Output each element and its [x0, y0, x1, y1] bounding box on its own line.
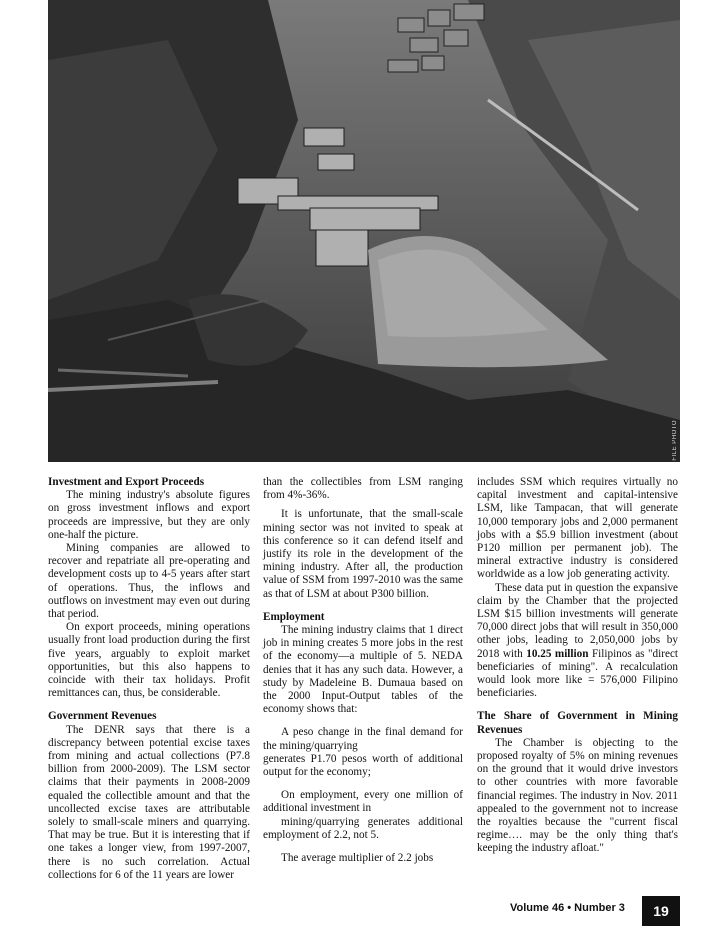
- heading-investment: Investment and Export Proceeds: [48, 476, 205, 488]
- heading-employment: Employment: [263, 610, 325, 623]
- text-run: Filipinos as "direct beneficiaries of mining". A recalculation would look more like = 576,000 Filipino beneficiaries.: [477, 647, 679, 700]
- heading-government-revenues: Government Revenues: [48, 710, 157, 723]
- paragraph: includes SSM which requires virtually no capital investment and capital-intensive LSM, like Tampacan, that will generate 10,000 temporary jobs and 2,000 permanent jobs with a $5.9 billion investment (about P120 million per permanent job). The mineral extractive industry is considered worldwide as a low job generating activity.: [477, 476, 678, 581]
- photo-illustration: [48, 0, 680, 462]
- paragraph: The mining industry claims that 1 direct job in mining creates 5 more jobs in the rest of the economy—a multiple of 5. NEDA denies that it has any such data. However, a study by Madeleine B. Dumaua based on the 2000 Input-Output tables of the economy shows that:: [263, 624, 463, 716]
- bold-figure: 10.25 million: [526, 647, 589, 660]
- quote-line: A peso change in the final demand for the mining/quarrying: [263, 726, 463, 752]
- quote-line: mining/quarrying generates additional employment of 2.2, not 5.: [263, 815, 463, 841]
- paragraph: The average multiplier of 2.2 jobs: [281, 852, 434, 865]
- page-number: 19: [642, 896, 680, 926]
- paragraph: [477, 582, 678, 701]
- heading-share-of-government: The Share of Government in Mining Revenues: [477, 710, 678, 736]
- paragraph: On export proceeds, mining operations usually front load production during the first five years, arguably to exploit market opportunities, but this also happens to coincide with their tax holidays. Profit remittances can, thus, be considerable.: [48, 621, 250, 700]
- paragraph: The mining industry's absolute figures on gross investment inflows and export proceeds are impressive, but they are only one-half the picture.: [48, 489, 250, 541]
- column-3: [477, 476, 678, 856]
- quote-line: On employment, every one million of additional investment in: [263, 789, 463, 815]
- page-footer: [477, 896, 680, 926]
- paragraph: It is unfortunate, that the small-scale mining sector was not invited to speak at this conference so it can defend itself and justify its role in the development of the mining industry. After all, the production value of SSM from 1997-2010 was the same as that of LSM at about P300 billion.: [263, 508, 463, 600]
- paragraph: Mining companies are allowed to recover and repatriate all pre-operating and development costs up to 4-5 years after start of operations. Thus, the inflows and outflows on investment may even out during that period.: [48, 542, 250, 621]
- paragraph: The DENR says that there is a discrepancy between potential excise taxes from mining and actual collections (P7.8 billion from 2000-2009). The LSM sector claims that their payments in 2008-2009 equaled the collectible amount and that the uncollected excise taxes are attributable solely to small-scale miners and quarrying. That may be true. But it is interesting that if one takes a longer view, from 1997-2007, there is no such correlation. Actual collections for 6 of the 11 years are lower: [48, 723, 250, 881]
- photo-credit: FILE PHOTO: [672, 420, 678, 461]
- column-1: [48, 476, 250, 882]
- text-run: These data put in question the expansive claim by the Chamber that the projected LSM $15 billion investments will generate 70,000 direct jobs that will result in 350,000 other jobs, leading to 2,050,000 jobs by 2018 with: [477, 581, 678, 660]
- quote-line: generates P1.70 pesos worth of additional output for the economy;: [263, 752, 463, 779]
- column-2: [263, 476, 463, 865]
- paragraph: The Chamber is objecting to the proposed royalty of 5% on mining revenues on the ground that it would drive investors to other countries with more favorable financial regimes. The industry in Nov. 2011 appealed to the government not to increase the royalties because the "current fiscal regime…. may be the only thing that's keeping the industry afloat.": [477, 736, 678, 855]
- mining-photo: [48, 0, 680, 462]
- volume-label: Volume 46 • Number 3: [510, 902, 625, 914]
- paragraph: than the collectibles from LSM ranging from 4%-36%.: [263, 476, 463, 502]
